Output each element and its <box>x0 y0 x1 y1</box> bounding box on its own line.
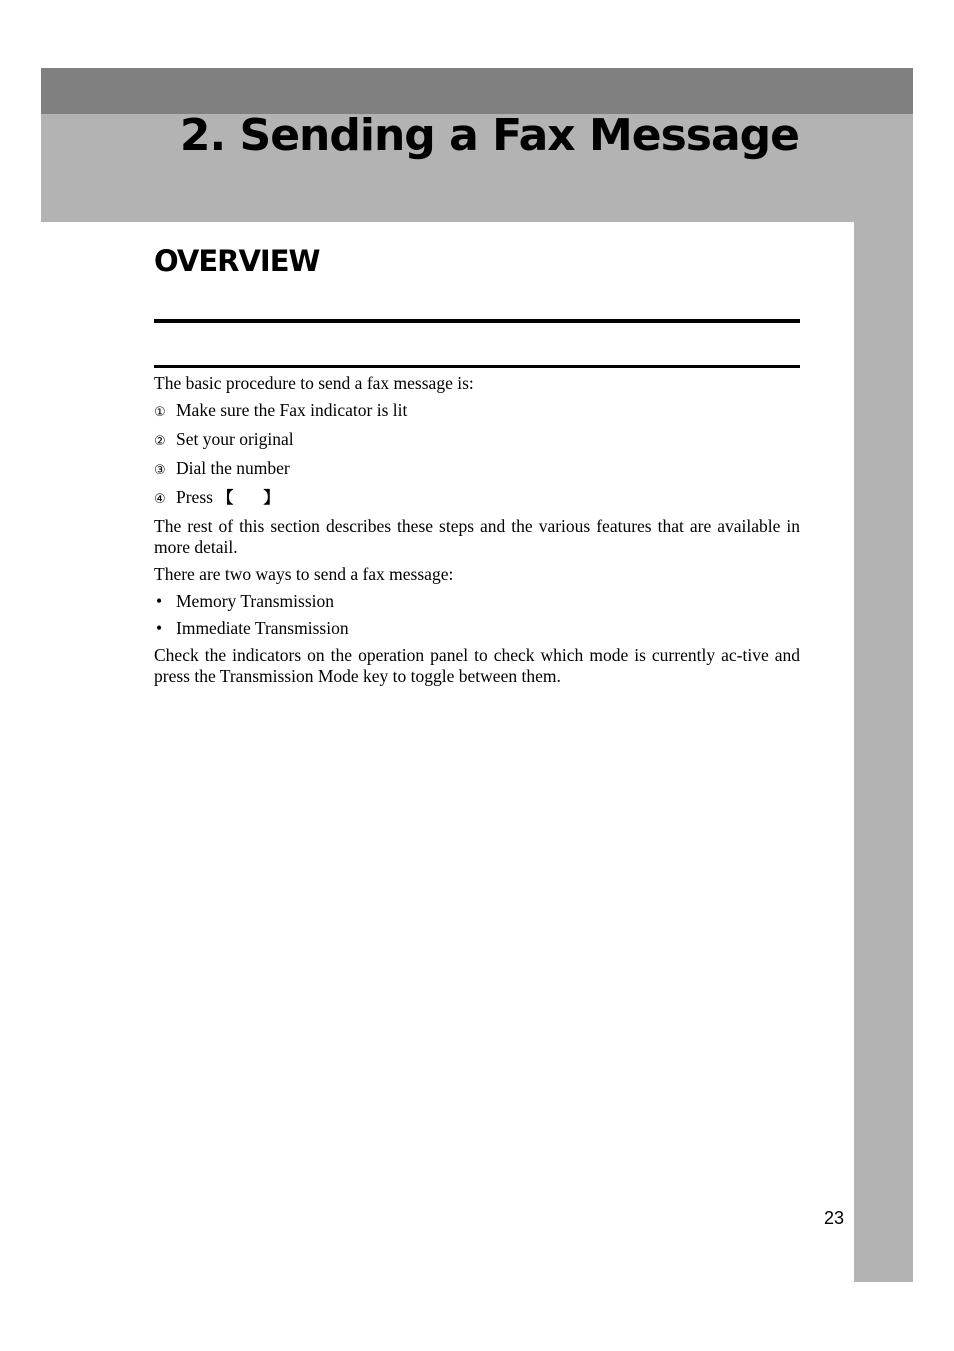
section-title: OVERVIEW <box>154 244 320 278</box>
section-rule-thin <box>154 365 800 368</box>
step-text: Make sure the Fax indicator is lit <box>176 400 408 420</box>
bullet-icon: • <box>156 591 163 611</box>
step-item <box>154 400 800 423</box>
step-item <box>154 429 800 452</box>
body-text <box>154 373 800 687</box>
step-text: Dial the number <box>176 458 290 478</box>
key-bracket-close: 】 <box>263 488 280 507</box>
step-press-label: Press <box>176 487 213 507</box>
intro-paragraph: The basic procedure to send a fax message is: <box>154 373 474 393</box>
section-rule-thick <box>154 319 800 323</box>
step-text <box>176 487 279 508</box>
side-tab-strip <box>854 222 913 1282</box>
key-bracket-open: 【 <box>217 488 234 507</box>
step-item <box>154 458 800 481</box>
list-item <box>154 618 800 639</box>
step-number: ② <box>154 434 166 449</box>
step-number: ③ <box>154 463 166 478</box>
step-text: Set your original <box>176 429 294 449</box>
list-item <box>154 591 800 612</box>
bullet-icon: • <box>156 618 163 638</box>
check-paragraph: Check the indicators on the operation panel to check which mode is currently ac-tive and press the Transmission Mode key to toggle between them. <box>154 645 800 686</box>
ways-intro: There are two ways to send a fax message: <box>154 564 454 584</box>
chapter-title: 2. Sending a Fax Message <box>179 110 799 161</box>
list-item-text: Memory Transmission <box>176 591 335 611</box>
step-item <box>154 487 800 510</box>
chapter-header-band-dark <box>41 68 913 114</box>
page-number: 23 <box>824 1208 845 1228</box>
rest-paragraph: The rest of this section describes these steps and the various features that are available in more detail. <box>154 516 800 557</box>
list-item-text: Immediate Transmission <box>176 618 349 638</box>
step-number: ① <box>154 405 166 420</box>
step-number: ④ <box>154 492 166 507</box>
